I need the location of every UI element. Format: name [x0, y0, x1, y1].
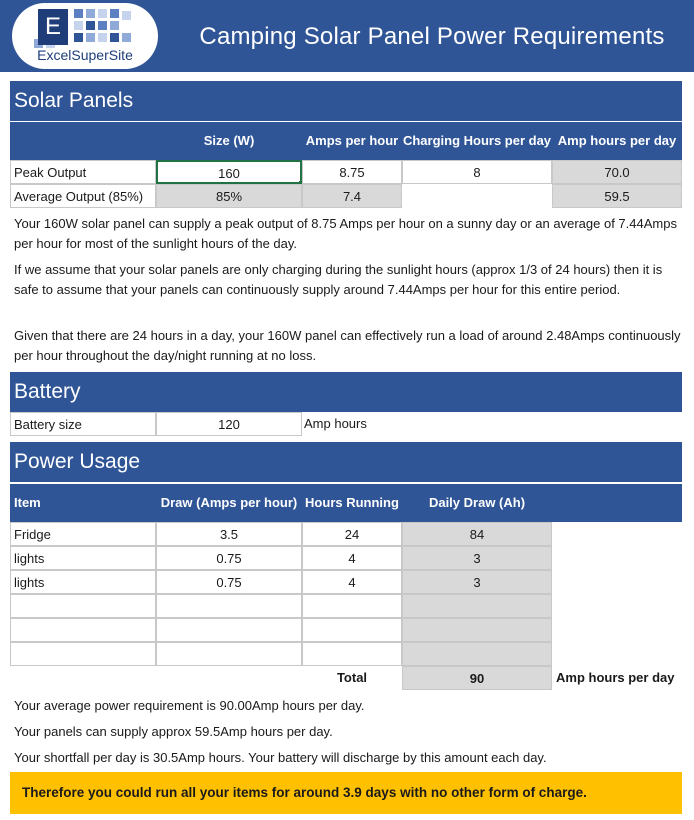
- usage-hours-cell[interactable]: 24: [302, 522, 402, 546]
- col-header-daily-draw: Daily Draw (Ah): [428, 495, 526, 510]
- usage-item-cell[interactable]: Fridge: [10, 522, 156, 546]
- summary-shortfall: Your shortfall per day is 30.5Amp hours. Your battery will discharge by this amount each day.: [14, 750, 547, 765]
- usage-hours-cell[interactable]: [302, 594, 402, 618]
- usage-hours-cell[interactable]: [302, 618, 402, 642]
- page-title: Camping Solar Panel Power Requirements: [199, 23, 665, 50]
- average-percent-cell[interactable]: 85%: [156, 184, 302, 208]
- usage-draw-cell[interactable]: [156, 618, 302, 642]
- average-amps-per-hour-cell[interactable]: 7.4: [302, 184, 402, 208]
- solar-row-label-average: Average Output (85%): [10, 184, 156, 208]
- usage-item-cell[interactable]: [10, 642, 156, 666]
- usage-item-cell[interactable]: [10, 618, 156, 642]
- peak-amps-per-hour-cell[interactable]: 8.75: [302, 160, 402, 184]
- section-title-battery: Battery: [10, 372, 682, 412]
- usage-draw-cell[interactable]: 0.75: [156, 570, 302, 594]
- total-unit-label: Amp hours per day: [556, 670, 675, 685]
- section-title-solar-panels: Solar Panels: [10, 81, 682, 121]
- usage-draw-cell[interactable]: 3.5: [156, 522, 302, 546]
- usage-daily-draw-cell[interactable]: [402, 618, 552, 642]
- usage-item-cell[interactable]: lights: [10, 570, 156, 594]
- usage-draw-cell[interactable]: [156, 642, 302, 666]
- summary-requirement: Your average power requirement is 90.00Amp hours per day.: [14, 698, 365, 713]
- total-daily-draw-cell[interactable]: 90: [402, 666, 552, 690]
- usage-draw-cell[interactable]: [156, 594, 302, 618]
- battery-unit-label: Amp hours: [304, 416, 367, 431]
- peak-amp-hours-cell[interactable]: 70.0: [552, 160, 682, 184]
- usage-hours-cell[interactable]: 4: [302, 570, 402, 594]
- col-header-draw: Draw (Amps per hour): [160, 495, 298, 510]
- summary-supply: Your panels can supply approx 59.5Amp hours per day.: [14, 724, 333, 739]
- solar-table-header: [10, 122, 682, 160]
- col-header-amps-per-hour: Amps per hour: [305, 133, 399, 148]
- usage-daily-draw-cell[interactable]: [402, 642, 552, 666]
- battery-size-input[interactable]: 120: [156, 412, 302, 436]
- col-header-charging-hours: Charging Hours per day: [402, 133, 552, 148]
- usage-daily-draw-cell[interactable]: 3: [402, 546, 552, 570]
- battery-size-label: Battery size: [10, 412, 156, 436]
- usage-daily-draw-cell[interactable]: 3: [402, 570, 552, 594]
- charging-hours-input[interactable]: 8: [402, 160, 552, 184]
- section-title-power-usage: Power Usage: [10, 442, 682, 482]
- conclusion-banner: [10, 772, 682, 814]
- total-label: Total: [336, 670, 368, 685]
- logo-letter: E: [38, 9, 68, 45]
- solar-explanation-3: Given that there are 24 hours in a day, your 160W panel can effectively run a load of around 2.48Amps continuously per hour throughout the day/night running at no loss.: [14, 328, 681, 363]
- usage-daily-draw-cell[interactable]: 84: [402, 522, 552, 546]
- usage-item-cell[interactable]: [10, 594, 156, 618]
- logo-text: ExcelSuperSite: [37, 47, 133, 63]
- usage-draw-cell[interactable]: 0.75: [156, 546, 302, 570]
- solar-explanation-1: Your 160W solar panel can supply a peak output of 8.75 Amps per hour on a sunny day or an average of 7.44Amps per hour for most of the sunlight hours of the day.: [14, 216, 677, 251]
- col-header-size: Size (W): [203, 133, 255, 148]
- usage-item-cell[interactable]: lights: [10, 546, 156, 570]
- col-header-amp-hours-per-day: Amp hours per day: [557, 133, 677, 148]
- usage-hours-cell[interactable]: [302, 642, 402, 666]
- panel-size-input[interactable]: 160: [156, 160, 302, 184]
- average-amp-hours-cell[interactable]: 59.5: [552, 184, 682, 208]
- solar-row-label-peak: Peak Output: [10, 160, 156, 184]
- excelsupersite-logo[interactable]: [12, 3, 158, 69]
- col-header-item: Item: [14, 495, 41, 510]
- header-bar: [0, 0, 694, 72]
- usage-hours-cell[interactable]: 4: [302, 546, 402, 570]
- usage-table-header: [10, 484, 682, 522]
- solar-explanation-2: If we assume that your solar panels are only charging during the sunlight hours (approx 1/3 of 24 hours) then it is safe to assume that your panels can continuously supply around 7.44Amps per hour for this entire period.: [14, 262, 663, 297]
- conclusion-text: Therefore you could run all your items for around 3.9 days with no other form of charge.: [22, 785, 587, 800]
- col-header-hours-running: Hours Running: [305, 495, 399, 510]
- usage-daily-draw-cell[interactable]: [402, 594, 552, 618]
